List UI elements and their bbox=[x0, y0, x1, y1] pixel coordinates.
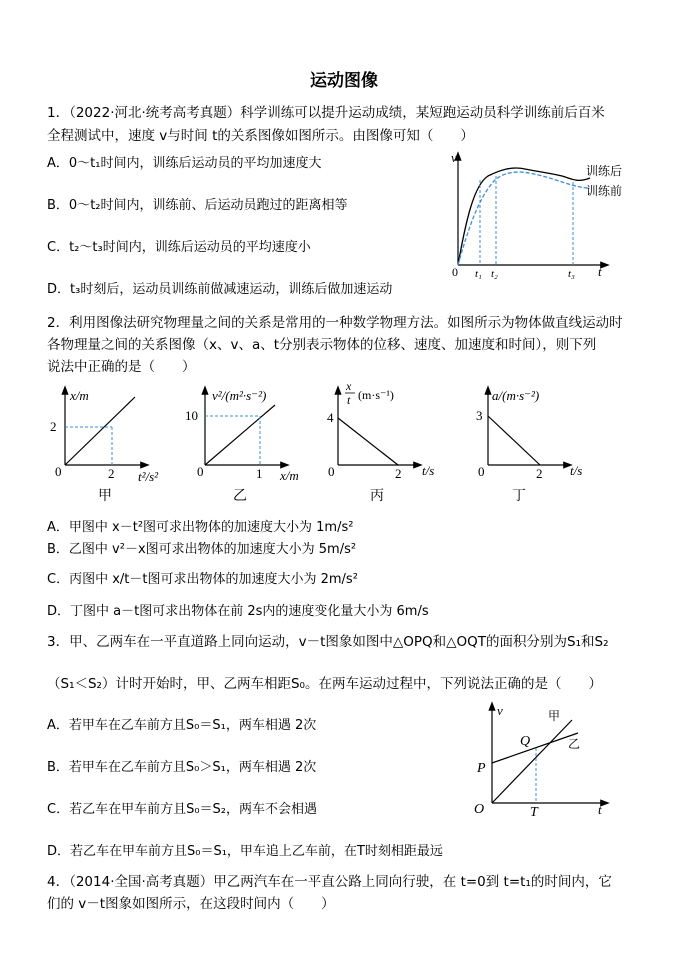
q2-graphs bbox=[40, 378, 600, 506]
q3-stem-line1: 3．甲、乙两车在一平直道路上同向运动，v－t图象如图中△OPQ和△OQT的面积分别为S₁和S₂ bbox=[47, 634, 609, 650]
svg-text:甲: 甲 bbox=[548, 709, 561, 723]
q2-stem-line3: 说法中正确的是（ ） bbox=[47, 359, 196, 375]
q3-option-d: D．若乙车在甲车前方且S₀＝S₁，甲车追上乙车前，在T时刻相距最远 bbox=[47, 844, 443, 859]
q2-graph-yi bbox=[185, 388, 299, 504]
q2-option-c: C．丙图中 x/t－t图可求出物体的加速度大小为 2m/s² bbox=[47, 572, 358, 587]
svg-text:t/s: t/s bbox=[570, 463, 583, 478]
q2-graph-jia bbox=[50, 388, 159, 504]
svg-text:乙: 乙 bbox=[568, 737, 581, 751]
svg-text:Q: Q bbox=[520, 734, 531, 749]
q2-graph-ding bbox=[476, 388, 582, 504]
svg-text:3: 3 bbox=[476, 408, 483, 423]
svg-text:T: T bbox=[530, 805, 538, 818]
svg-text:P: P bbox=[477, 761, 486, 776]
q2-option-a: A．甲图中 x－t²图可求出物体的加速度大小为 1m/s² bbox=[47, 520, 354, 535]
q3-option-c: C．若乙车在甲车前方且S₀＝S₂，两车不会相遇 bbox=[47, 802, 318, 817]
q1-origin: 0 bbox=[452, 265, 458, 279]
q1-y-label: v bbox=[451, 150, 457, 165]
q1-option-d: D．t₃时刻后，运动员训练前做减速运动，训练后做加速运动 bbox=[47, 282, 393, 297]
q3-stem-line2: （S₁＜S₂）计时开始时，甲、乙两车相距S₀。在两车运动过程中，下列说法正确的是（ ） bbox=[47, 676, 602, 692]
svg-text:v²/(m²·s⁻²): v²/(m²·s⁻²) bbox=[212, 388, 267, 403]
svg-text:(m·s⁻¹): (m·s⁻¹) bbox=[358, 388, 394, 402]
q3-option-b: B．若甲车在乙车前方且S₀＞S₁，两车相遇 2次 bbox=[47, 760, 317, 775]
svg-text:v: v bbox=[497, 703, 503, 718]
q1-x-label: t bbox=[598, 264, 602, 279]
q2-stem-line1: 2．利用图像法研究物理量之间的关系是常用的一种数学物理方法。如图所示为物体做直线运动时 bbox=[47, 315, 623, 331]
svg-text:t²/s²: t²/s² bbox=[138, 469, 159, 484]
svg-text:4: 4 bbox=[327, 410, 334, 425]
q1-option-b: B．0～t₂时间内，训练前、后运动员跑过的距离相等 bbox=[47, 198, 348, 213]
q2-graph-jia-name: 甲 bbox=[98, 488, 112, 504]
q2-graph-ding-name: 丁 bbox=[512, 488, 526, 504]
svg-text:x: x bbox=[346, 379, 352, 393]
q3-option-a: A．若甲车在乙车前方且S₀＝S₁，两车相遇 2次 bbox=[47, 718, 317, 733]
svg-text:10: 10 bbox=[185, 408, 198, 423]
svg-text:2: 2 bbox=[108, 466, 115, 481]
q4-stem-line1: 4．（2014·全国·高考真题）甲乙两汽车在一平直公路上同向行驶，在 t=0到 t=t₁的时间内，它 bbox=[47, 874, 612, 890]
svg-text:0: 0 bbox=[328, 464, 335, 479]
q1-legend-before: 训练前 bbox=[586, 184, 623, 198]
svg-text:a/(m·s⁻²): a/(m·s⁻²) bbox=[492, 388, 540, 403]
q1-option-a: A．0～t₁时间内，训练后运动员的平均加速度大 bbox=[47, 156, 322, 171]
q1-option-c: C．t₂～t₃时间内，训练后运动员的平均速度小 bbox=[47, 240, 311, 255]
q1-curve-after bbox=[458, 168, 590, 265]
q2-graph-bing bbox=[327, 379, 434, 504]
svg-text:O: O bbox=[474, 802, 485, 817]
svg-text:2: 2 bbox=[536, 466, 543, 481]
q1-stem-line1: 1．（2022·河北·统考高考真题）科学训练可以提升运动成绩，某短跑运动员科学训练前后百米 bbox=[47, 105, 605, 121]
svg-text:x/m: x/m bbox=[280, 468, 299, 483]
svg-text:t: t bbox=[347, 393, 351, 407]
q1-tick-t2: t₂ bbox=[491, 268, 498, 280]
q1-tick-t3: t₃ bbox=[568, 268, 575, 280]
q2-graph-yi-name: 乙 bbox=[233, 488, 247, 504]
svg-text:t/s: t/s bbox=[422, 463, 435, 478]
svg-text:0: 0 bbox=[197, 464, 204, 479]
q1-legend-after: 训练后 bbox=[586, 164, 623, 178]
svg-text:1: 1 bbox=[256, 466, 263, 481]
q3-line-jia bbox=[492, 720, 572, 803]
q1-curve-before bbox=[458, 172, 590, 265]
svg-text:2: 2 bbox=[50, 419, 57, 434]
svg-text:0: 0 bbox=[55, 464, 62, 479]
q1-stem-line2: 全程测试中，速度 v与时间 t的关系图像如图所示。由图像可知（ ） bbox=[47, 128, 474, 144]
q2-graph-bing-name: 丙 bbox=[370, 488, 384, 504]
svg-text:0: 0 bbox=[478, 464, 485, 479]
q1-tick-t1: t₁ bbox=[475, 268, 482, 280]
page-title: 运动图像 bbox=[310, 71, 378, 91]
q4-stem-line2: 们的 v－t图象如图所示，在这段时间内（ ） bbox=[47, 896, 335, 912]
svg-text:t: t bbox=[598, 802, 602, 817]
q2-option-d: D．丁图中 a－t图可求出物体在前 2s内的速度变化量大小为 6m/s bbox=[47, 604, 429, 619]
svg-text:x/m: x/m bbox=[70, 388, 89, 403]
svg-text:2: 2 bbox=[395, 466, 402, 481]
q3-vt-graph bbox=[460, 700, 620, 818]
q1-vt-graph bbox=[440, 150, 640, 280]
q2-option-b: B．乙图中 v²－x图可求出物体的加速度大小为 5m/s² bbox=[47, 542, 357, 557]
q2-stem-line2: 各物理量之间的关系图像（x、v、a、t分别表示物体的位移、速度、加速度和时间），则下列 bbox=[47, 337, 597, 353]
